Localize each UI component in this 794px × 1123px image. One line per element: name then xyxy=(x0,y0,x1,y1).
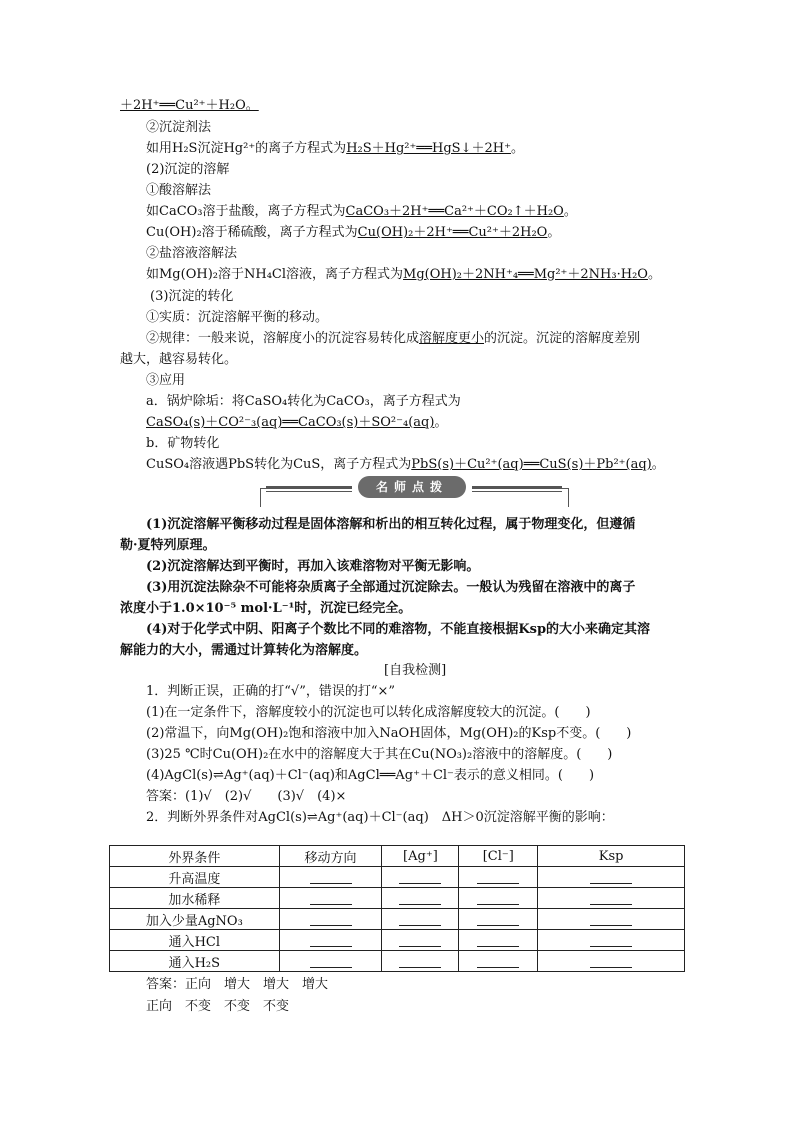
table-cell: 加入少量AgNO₃ xyxy=(110,909,280,930)
table-cell: 升高温度 xyxy=(110,867,280,888)
answer-blank[interactable] xyxy=(477,933,519,947)
table-row xyxy=(110,909,685,930)
selfcheck-heading: [自我检测] xyxy=(384,663,447,678)
tip-2: (2)沉淀溶解达到平衡时，再加入该难溶物对平衡无影响。 xyxy=(146,559,480,574)
question-1-item: (3)25 ℃时Cu(OH)₂在水中的溶解度大于其在Cu(NO₃)₂溶液中的溶解度。( ) xyxy=(146,747,613,762)
answer-blank[interactable] xyxy=(310,870,352,884)
tip-4-cont: 解能力的大小，需通过计算转化为溶解度。 xyxy=(120,643,368,658)
text-line: b．矿物转化 xyxy=(146,436,220,451)
table-header: 外界条件 xyxy=(110,846,280,867)
text-line: 如CaCO₃溶于盐酸，离子方程式为CaCO₃＋2H⁺══Ca²⁺＋CO₂↑＋H₂O。 xyxy=(146,204,577,219)
table-cell: 通入HCl xyxy=(110,930,280,951)
text-line: a．锅炉除垢：将CaSO₄转化为CaCO₃，离子方程式为 xyxy=(146,394,461,409)
answer-2-cont: 正向 不变 不变 不变 xyxy=(146,999,290,1014)
answer-blank[interactable] xyxy=(590,870,632,884)
answer-2: 答案：正向 增大 增大 增大 xyxy=(146,977,329,992)
text-line: 如用H₂S沉淀Hg²⁺的离子方程式为H₂S＋Hg²⁺══HgS↓＋2H⁺。 xyxy=(146,141,524,156)
question-1-item: (2)常温下，向Mg(OH)₂饱和溶液中加入NaOH固体，Mg(OH)₂的Ksp不变。( ) xyxy=(146,726,632,741)
subheading-conversion: (3)沉淀的转化 xyxy=(150,289,234,304)
question-1: 1．判断正误，正确的打“√”，错误的打“×” xyxy=(146,684,396,699)
text-line: 如Mg(OH)₂溶于NH₄Cl溶液，离子方程式为Mg(OH)₂＋2NH⁺₄══Mg²⁺＋2NH₃·H₂O。 xyxy=(146,267,661,282)
tip-4: (4)对于化学式中阴、阳离子个数比不同的难溶物，不能直接根据Ksp的大小来确定其溶 xyxy=(146,622,651,637)
answer-blank[interactable] xyxy=(590,891,632,905)
answer-blank[interactable] xyxy=(477,912,519,926)
answer-blank[interactable] xyxy=(399,912,441,926)
conditions-table xyxy=(109,845,685,972)
answer-blank[interactable] xyxy=(399,933,441,947)
tip-3: (3)用沉淀法除杂不可能将杂质离子全部通过沉淀除去。一般认为残留在溶液中的离子 xyxy=(146,580,636,595)
subheading-application: ③应用 xyxy=(146,373,186,388)
answer-1: 答案：(1)√ (2)√ (3)√ (4)× xyxy=(146,789,347,804)
answer-blank[interactable] xyxy=(399,891,441,905)
banner-rule xyxy=(472,491,562,492)
banner-rule xyxy=(266,486,352,489)
answer-blank[interactable] xyxy=(310,912,352,926)
answer-blank[interactable] xyxy=(399,870,441,884)
table-header: Ksp xyxy=(538,846,685,867)
table-row xyxy=(110,930,685,951)
answer-blank[interactable] xyxy=(310,933,352,947)
subheading-precipitant-method: ②沉淀剂法 xyxy=(146,120,212,135)
banner-rule xyxy=(266,491,352,492)
subheading-salt-method: ②盐溶液溶解法 xyxy=(146,246,238,261)
answer-blank[interactable] xyxy=(310,954,352,968)
answer-blank[interactable] xyxy=(477,954,519,968)
table-header: [Cl⁻] xyxy=(459,846,538,867)
text-line: 越大，越容易转化。 xyxy=(120,352,238,367)
tip-1: (1)沉淀溶解平衡移动过程是固体溶解和析出的相互转化过程，属于物理变化，但遵循 xyxy=(146,517,636,532)
table-cell: 通入H₂S xyxy=(110,951,280,972)
banner-rule xyxy=(472,486,562,489)
text-line: ①实质：沉淀溶解平衡的移动。 xyxy=(146,310,329,325)
table-header: [Ag⁺] xyxy=(382,846,459,867)
banner-title: 名师点拨 xyxy=(358,476,466,498)
answer-blank[interactable] xyxy=(590,933,632,947)
answer-blank[interactable] xyxy=(477,870,519,884)
answer-blank[interactable] xyxy=(590,912,632,926)
subheading-acid-method: ①酸溶解法 xyxy=(146,183,212,198)
question-1-item: (4)AgCl(s)⇌Ag⁺(aq)＋Cl⁻(aq)和AgCl══Ag⁺＋Cl⁻表示的意义相同。( ) xyxy=(146,768,595,783)
banner-bracket-right xyxy=(562,488,569,507)
subheading-dissolution: (2)沉淀的溶解 xyxy=(146,162,230,177)
question-1-item: (1)在一定条件下，溶解度较小的沉淀也可以转化成溶解度较大的沉淀。( ) xyxy=(146,705,591,720)
table-header-row xyxy=(110,846,685,867)
question-2: 2．判断外界条件对AgCl(s)⇌Ag⁺(aq)＋Cl⁻(aq) ΔH＞0沉淀溶解平衡的影响： xyxy=(146,810,614,825)
answer-blank[interactable] xyxy=(310,891,352,905)
answer-blank[interactable] xyxy=(399,954,441,968)
tip-3-cont: 浓度小于1.0×10⁻⁵ mol·L⁻¹时，沉淀已经完全。 xyxy=(120,601,412,616)
table-header: 移动方向 xyxy=(279,846,382,867)
tip-1-cont: 勒·夏特列原理。 xyxy=(120,538,216,553)
equation-tail: ＋2H⁺══Cu²⁺＋H₂O。 xyxy=(120,98,259,113)
table-row xyxy=(110,951,685,972)
table-cell: 加水稀释 xyxy=(110,888,280,909)
table-row xyxy=(110,888,685,909)
answer-blank[interactable] xyxy=(477,891,519,905)
tips-banner xyxy=(258,474,570,508)
table-row xyxy=(110,867,685,888)
text-line: CuSO₄溶液遇PbS转化为CuS，离子方程式为PbS(s)＋Cu²⁺(aq)══CuS(s)＋Pb²⁺(aq)。 xyxy=(146,457,665,472)
text-line: Cu(OH)₂溶于稀硫酸，离子方程式为Cu(OH)₂＋2H⁺══Cu²⁺＋2H₂O。 xyxy=(146,225,561,240)
answer-blank[interactable] xyxy=(590,954,632,968)
text-line: ②规律：一般来说，溶解度小的沉淀容易转化成溶解度更小的沉淀。沉淀的溶解度差别 xyxy=(146,331,641,346)
text-line: CaSO₄(s)＋CO²⁻₃(aq)══CaCO₃(s)＋SO²⁻₄(aq)。 xyxy=(146,415,448,430)
